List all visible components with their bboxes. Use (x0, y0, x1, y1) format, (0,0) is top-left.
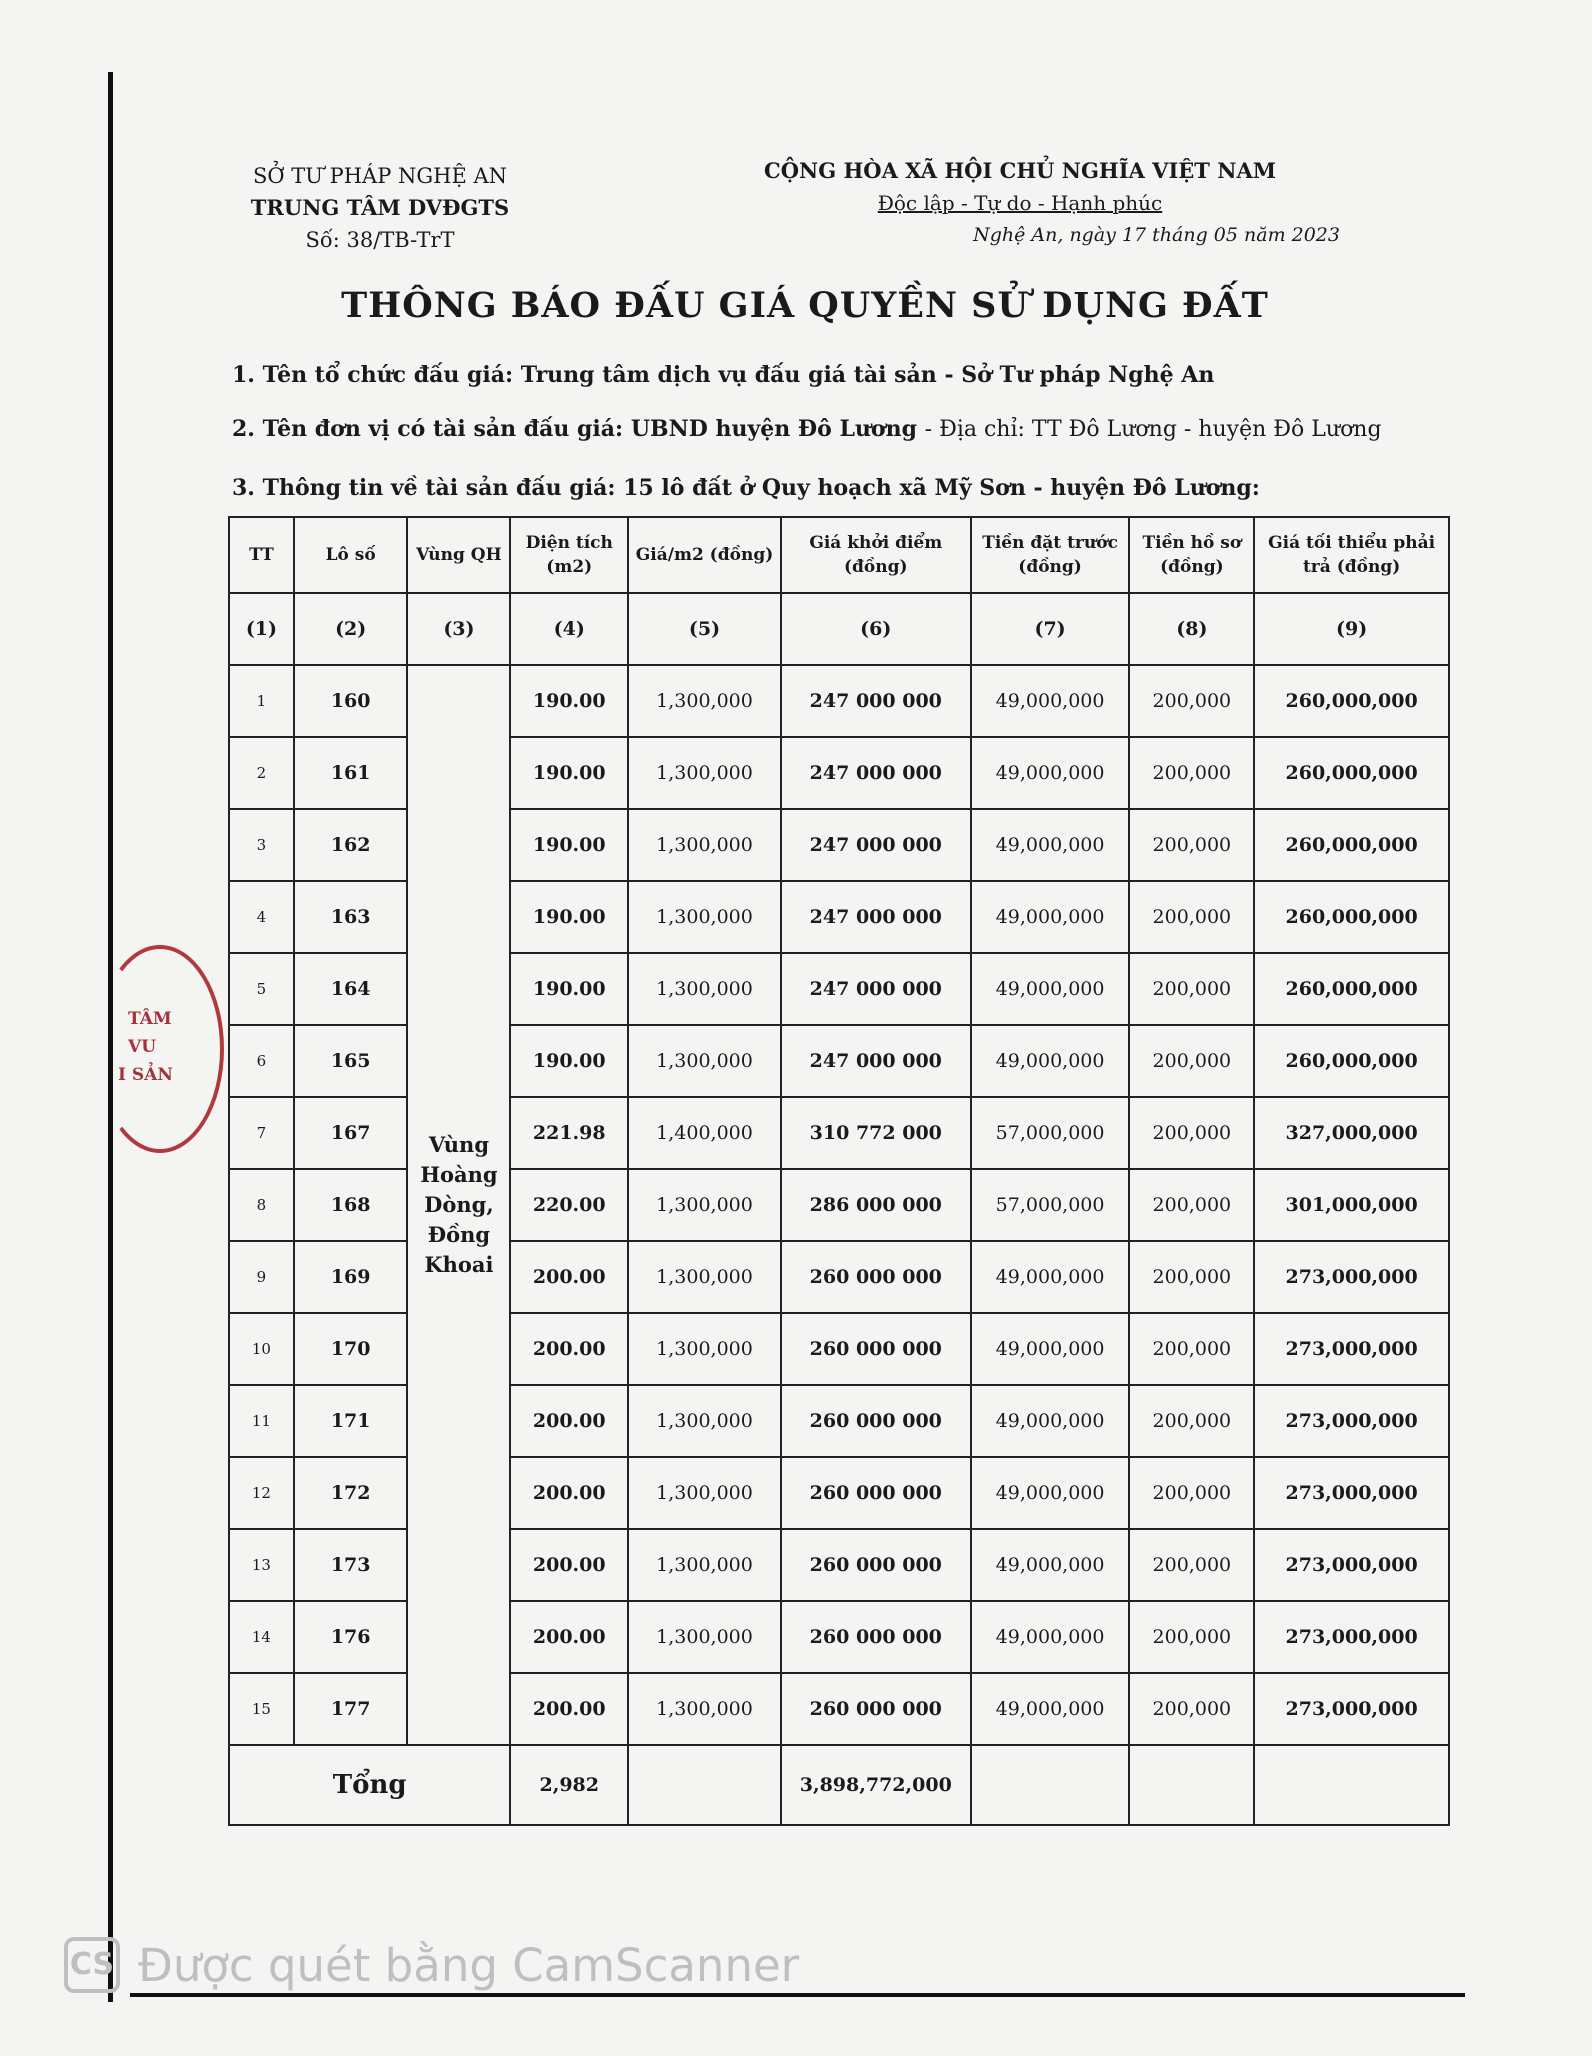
cell-fee: 200,000 (1129, 1529, 1254, 1601)
cell-start: 260 000 000 (781, 1385, 971, 1457)
total-empty (1254, 1745, 1449, 1825)
region-line: Khoai (424, 1252, 494, 1277)
region-line: Hoàng (420, 1162, 498, 1187)
camscanner-text: Được quét bằng CamScanner (138, 1938, 800, 1992)
info-owner-value: UBND huyện Đô Lương (630, 416, 917, 442)
cell-minpay: 260,000,000 (1254, 809, 1449, 881)
cell-deposit: 49,000,000 (971, 1673, 1130, 1745)
cell-start: 247 000 000 (781, 881, 971, 953)
cell-area: 190.00 (510, 737, 628, 809)
cell-tt: 2 (229, 737, 294, 809)
total-empty (1129, 1745, 1254, 1825)
cell-fee: 200,000 (1129, 881, 1254, 953)
col-header-area: Diện tích (m2) (510, 517, 628, 593)
cell-area: 220.00 (510, 1169, 628, 1241)
cell-minpay: 273,000,000 (1254, 1673, 1449, 1745)
column-number-row (229, 593, 1449, 665)
cell-start: 260 000 000 (781, 1529, 971, 1601)
table-row (229, 665, 1449, 737)
national-motto: Độc lập - Tự do - Hạnh phúc (877, 191, 1163, 215)
cell-tt: 5 (229, 953, 294, 1025)
region-line: Dòng, (424, 1192, 494, 1217)
cell-deposit: 49,000,000 (971, 809, 1130, 881)
cell-price: 1,300,000 (628, 1457, 781, 1529)
seal-text: TÂM (128, 1009, 172, 1029)
cell-lot: 177 (294, 1673, 408, 1745)
cell-price: 1,300,000 (628, 809, 781, 881)
issuer-block (230, 160, 530, 256)
cell-start: 260 000 000 (781, 1673, 971, 1745)
col-header-region: Vùng QH (407, 517, 510, 593)
cell-fee: 200,000 (1129, 665, 1254, 737)
cell-lot: 173 (294, 1529, 408, 1601)
info-organizer (232, 362, 1214, 388)
document-date: Nghệ An, ngày 17 tháng 05 năm 2023 (973, 224, 1340, 246)
cell-deposit: 49,000,000 (971, 1313, 1130, 1385)
cell-fee: 200,000 (1129, 809, 1254, 881)
col-header-lot: Lô số (294, 517, 408, 593)
cell-price: 1,300,000 (628, 1601, 781, 1673)
cell-tt: 3 (229, 809, 294, 881)
info-organizer-value: Trung tâm dịch vụ đấu giá tài sản - Sở Tư pháp Nghệ An (520, 362, 1215, 388)
cell-minpay: 273,000,000 (1254, 1241, 1449, 1313)
cell-tt: 11 (229, 1385, 294, 1457)
cell-start: 310 772 000 (781, 1097, 971, 1169)
cell-start: 286 000 000 (781, 1169, 971, 1241)
cell-deposit: 57,000,000 (971, 1169, 1130, 1241)
cell-lot: 162 (294, 809, 408, 881)
cell-price: 1,400,000 (628, 1097, 781, 1169)
cell-fee: 200,000 (1129, 1313, 1254, 1385)
cell-start: 247 000 000 (781, 665, 971, 737)
cell-tt: 1 (229, 665, 294, 737)
cell-start: 260 000 000 (781, 1313, 971, 1385)
cell-tt: 12 (229, 1457, 294, 1529)
document-number: Số: 38/TB-TrT (305, 228, 455, 252)
cell-area: 190.00 (510, 1025, 628, 1097)
cell-minpay: 260,000,000 (1254, 1025, 1449, 1097)
cell-minpay: 260,000,000 (1254, 665, 1449, 737)
table-body (229, 665, 1449, 1825)
col-number: (8) (1129, 593, 1254, 665)
cell-start: 260 000 000 (781, 1241, 971, 1313)
cell-lot: 160 (294, 665, 408, 737)
cell-lot: 167 (294, 1097, 408, 1169)
region-line: Vùng (428, 1132, 489, 1157)
national-header (700, 155, 1340, 251)
total-label: Tổng (229, 1745, 510, 1825)
cell-tt: 7 (229, 1097, 294, 1169)
col-number: (1) (229, 593, 294, 665)
cell-deposit: 49,000,000 (971, 737, 1130, 809)
camscanner-watermark (64, 1935, 884, 1995)
cell-deposit: 49,000,000 (971, 665, 1130, 737)
cell-lot: 170 (294, 1313, 408, 1385)
cell-lot: 172 (294, 1457, 408, 1529)
cell-region (407, 665, 510, 1745)
col-header-price: Giá/m2 (đồng) (628, 517, 781, 593)
bottom-rule (130, 1993, 1465, 1997)
issuer-center: TRUNG TÂM DVĐGTS (250, 195, 510, 220)
cell-minpay: 260,000,000 (1254, 737, 1449, 809)
cell-lot: 171 (294, 1385, 408, 1457)
cell-minpay: 301,000,000 (1254, 1169, 1449, 1241)
cell-minpay: 273,000,000 (1254, 1385, 1449, 1457)
cell-price: 1,300,000 (628, 1241, 781, 1313)
cell-area: 190.00 (510, 881, 628, 953)
col-number: (7) (971, 593, 1130, 665)
cell-fee: 200,000 (1129, 1169, 1254, 1241)
cell-area: 200.00 (510, 1601, 628, 1673)
cell-deposit: 49,000,000 (971, 1241, 1130, 1313)
cell-area: 200.00 (510, 1457, 628, 1529)
col-header-tt: TT (229, 517, 294, 593)
cell-tt: 4 (229, 881, 294, 953)
cell-lot: 164 (294, 953, 408, 1025)
cell-price: 1,300,000 (628, 1385, 781, 1457)
seal-text: I SẢN (118, 1065, 173, 1085)
info-organizer-label: 1. Tên tổ chức đấu giá: (232, 362, 514, 388)
cell-tt: 8 (229, 1169, 294, 1241)
cell-area: 200.00 (510, 1529, 628, 1601)
cell-fee: 200,000 (1129, 1241, 1254, 1313)
national-title: CỘNG HÒA XÃ HỘI CHỦ NGHĨA VIỆT NAM (764, 158, 1276, 183)
cell-minpay: 273,000,000 (1254, 1457, 1449, 1529)
total-empty (628, 1745, 781, 1825)
cell-price: 1,300,000 (628, 1169, 781, 1241)
issuer-department: SỞ TƯ PHÁP NGHỆ AN (252, 164, 508, 188)
cell-minpay: 260,000,000 (1254, 881, 1449, 953)
info-owner-address: - Địa chỉ: TT Đô Lương - huyện Đô Lương (924, 417, 1382, 442)
cell-area: 200.00 (510, 1313, 628, 1385)
cell-lot: 165 (294, 1025, 408, 1097)
col-number: (6) (781, 593, 971, 665)
cell-fee: 200,000 (1129, 1673, 1254, 1745)
total-row (229, 1745, 1449, 1825)
cell-price: 1,300,000 (628, 1529, 781, 1601)
col-number: (9) (1254, 593, 1449, 665)
cell-fee: 200,000 (1129, 1385, 1254, 1457)
cell-minpay: 273,000,000 (1254, 1529, 1449, 1601)
cell-start: 247 000 000 (781, 809, 971, 881)
cell-deposit: 49,000,000 (971, 1529, 1130, 1601)
info-asset: 3. Thông tin về tài sản đấu giá: 15 lô đất ở Quy hoạch xã Mỹ Sơn - huyện Đô Lương: (232, 475, 1260, 501)
cell-lot: 176 (294, 1601, 408, 1673)
total-area: 2,982 (510, 1745, 628, 1825)
cell-price: 1,300,000 (628, 665, 781, 737)
cell-area: 200.00 (510, 1385, 628, 1457)
cell-deposit: 49,000,000 (971, 953, 1130, 1025)
cell-fee: 200,000 (1129, 1457, 1254, 1529)
cell-lot: 161 (294, 737, 408, 809)
cell-tt: 6 (229, 1025, 294, 1097)
cell-minpay: 273,000,000 (1254, 1313, 1449, 1385)
cell-tt: 14 (229, 1601, 294, 1673)
cell-deposit: 49,000,000 (971, 881, 1130, 953)
cell-deposit: 57,000,000 (971, 1097, 1130, 1169)
cell-fee: 200,000 (1129, 1097, 1254, 1169)
col-header-deposit: Tiền đặt trước (đồng) (971, 517, 1130, 593)
cell-tt: 13 (229, 1529, 294, 1601)
camscanner-icon: CS (64, 1937, 120, 1993)
cell-area: 190.00 (510, 665, 628, 737)
cell-area: 190.00 (510, 953, 628, 1025)
cell-price: 1,300,000 (628, 1673, 781, 1745)
info-owner (232, 416, 1382, 442)
cell-minpay: 273,000,000 (1254, 1601, 1449, 1673)
cell-minpay: 260,000,000 (1254, 953, 1449, 1025)
cell-start: 247 000 000 (781, 953, 971, 1025)
cell-tt: 9 (229, 1241, 294, 1313)
cell-price: 1,300,000 (628, 1025, 781, 1097)
cell-area: 221.98 (510, 1097, 628, 1169)
col-number: (4) (510, 593, 628, 665)
cell-start: 260 000 000 (781, 1601, 971, 1673)
official-seal (96, 945, 224, 1153)
total-empty (971, 1745, 1130, 1825)
cell-area: 190.00 (510, 809, 628, 881)
cell-lot: 168 (294, 1169, 408, 1241)
cell-fee: 200,000 (1129, 1025, 1254, 1097)
info-owner-label: 2. Tên đơn vị có tài sản đấu giá: (232, 416, 624, 442)
col-header-minpay: Giá tối thiểu phải trả (đồng) (1254, 517, 1449, 593)
cell-minpay: 327,000,000 (1254, 1097, 1449, 1169)
cell-price: 1,300,000 (628, 1313, 781, 1385)
cell-price: 1,300,000 (628, 737, 781, 809)
cell-start: 247 000 000 (781, 737, 971, 809)
cell-tt: 10 (229, 1313, 294, 1385)
cell-fee: 200,000 (1129, 1601, 1254, 1673)
col-header-fee: Tiền hồ sơ (đồng) (1129, 517, 1254, 593)
cell-fee: 200,000 (1129, 953, 1254, 1025)
cell-price: 1,300,000 (628, 953, 781, 1025)
seal-text: VU (128, 1037, 157, 1057)
cell-area: 200.00 (510, 1241, 628, 1313)
col-header-start: Giá khởi điểm (đồng) (781, 517, 971, 593)
cell-deposit: 49,000,000 (971, 1601, 1130, 1673)
total-start: 3,898,772,000 (781, 1745, 971, 1825)
cell-start: 260 000 000 (781, 1457, 971, 1529)
col-number: (3) (407, 593, 510, 665)
cell-deposit: 49,000,000 (971, 1457, 1130, 1529)
cell-deposit: 49,000,000 (971, 1025, 1130, 1097)
cell-lot: 163 (294, 881, 408, 953)
auction-lots-table (228, 516, 1450, 1826)
col-number: (5) (628, 593, 781, 665)
cell-deposit: 49,000,000 (971, 1385, 1130, 1457)
region-line: Đồng (427, 1222, 491, 1247)
cell-tt: 15 (229, 1673, 294, 1745)
document-title: THÔNG BÁO ĐẤU GIÁ QUYỀN SỬ DỤNG ĐẤT (341, 285, 1269, 326)
cell-lot: 169 (294, 1241, 408, 1313)
table-header-row (229, 517, 1449, 593)
cell-price: 1,300,000 (628, 881, 781, 953)
cell-start: 247 000 000 (781, 1025, 971, 1097)
cell-area: 200.00 (510, 1673, 628, 1745)
cell-fee: 200,000 (1129, 737, 1254, 809)
col-number: (2) (294, 593, 408, 665)
